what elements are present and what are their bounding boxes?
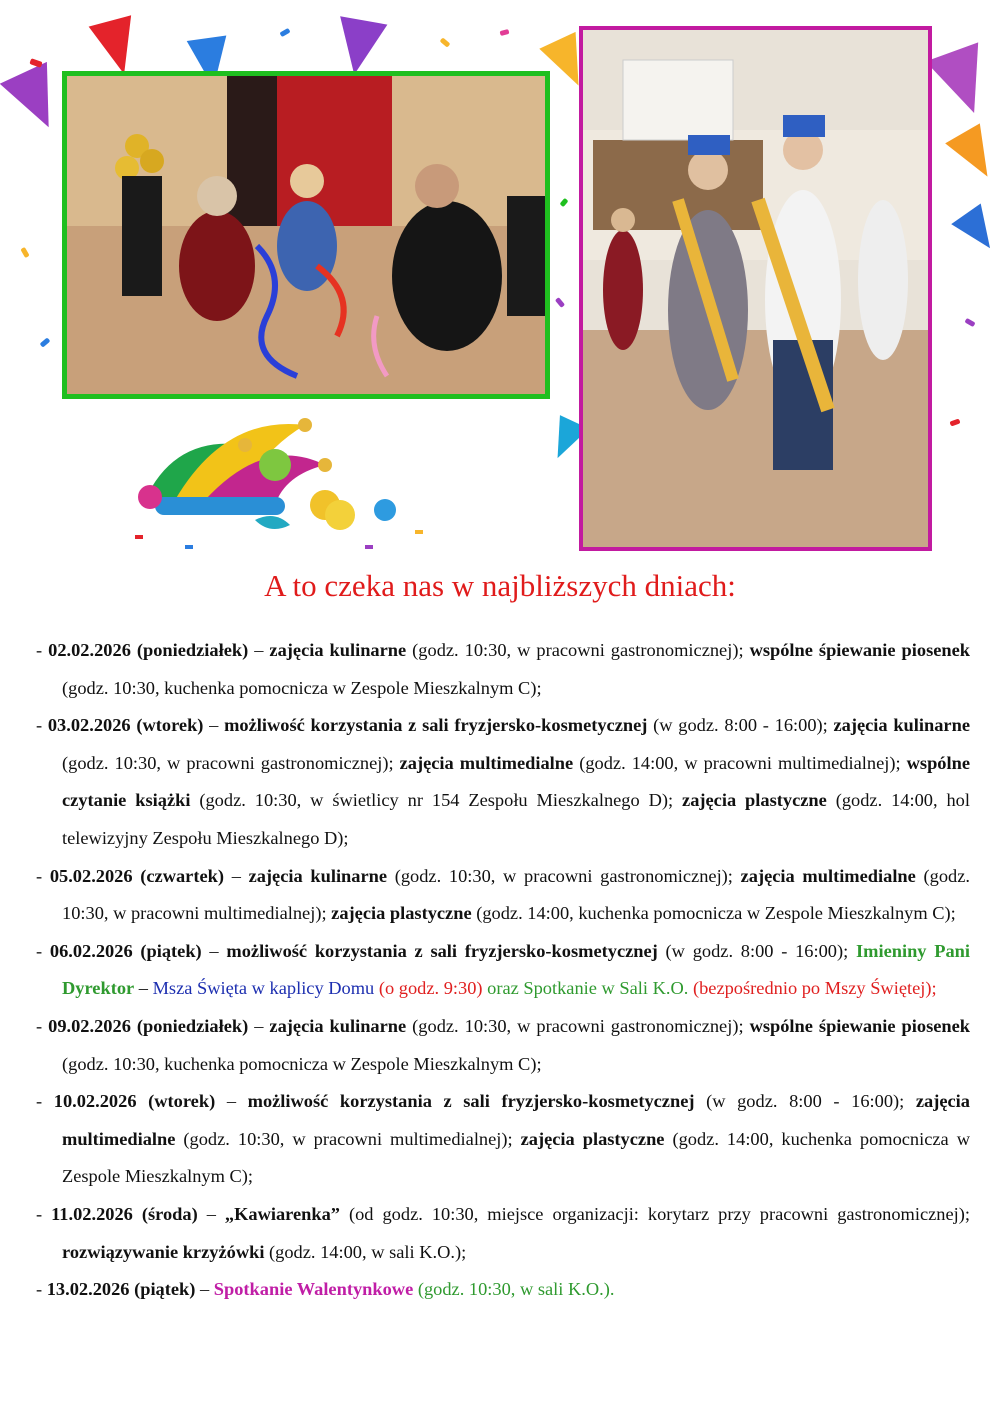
entry-text: możliwość korzystania z sali fryzjersko-kosmetycznej — [224, 715, 648, 736]
entry-date: 03.02.2026 (wtorek) — [47, 715, 204, 736]
photo-dancing-couple — [579, 26, 932, 551]
confetti — [555, 297, 565, 308]
jester-hat-decoration — [115, 405, 485, 565]
entry-text: (godz. 10:30, w pracowni gastronomicznej); — [62, 752, 400, 773]
confetti — [560, 198, 569, 207]
entry-text: zajęcia multimedialne — [740, 865, 916, 886]
flag-purple-2 — [331, 16, 388, 78]
schedule-entry — [36, 632, 970, 707]
entry-text: zajęcia multimedialne — [62, 1091, 970, 1149]
entry-text: (godz. 10:30, w sali K.O.). — [413, 1279, 615, 1300]
schedule-entry — [36, 933, 970, 1008]
entry-text: – — [134, 978, 153, 999]
entry-text: wspólne śpiewanie piosenek — [749, 1015, 971, 1036]
entry-text: (godz. 10:30, kuchenka pomocnicza w Zespole Mieszkalnym C); — [62, 1053, 542, 1074]
entry-text: – — [224, 865, 249, 886]
entry-date: 06.02.2026 (piątek) — [49, 940, 202, 961]
schedule-entry — [36, 1196, 970, 1271]
entry-text: - — [36, 1015, 49, 1036]
entry-date: 13.02.2026 (piątek) — [46, 1279, 196, 1300]
entry-text: oraz Spotkanie w Sali K.O. — [482, 978, 693, 999]
flag-orange — [945, 123, 1000, 186]
entry-text: (godz. 14:00, kuchenka pomocnicza w Zespole Mieszkalnym C); — [62, 1128, 970, 1187]
entry-text: – — [248, 1015, 270, 1036]
entry-text: – — [248, 640, 270, 660]
entry-text: zajęcia kulinarne — [269, 640, 407, 660]
entry-text: – — [197, 1203, 225, 1224]
schedule-entry — [36, 1271, 970, 1309]
entry-text: (godz. 14:00, w sali K.O.); — [264, 1241, 467, 1262]
entry-text: (o godz. 9:30) — [374, 978, 483, 999]
entry-text: rozwiązywanie krzyżówki — [62, 1241, 265, 1262]
entry-text: zajęcia kulinarne — [248, 865, 388, 886]
schedule-entry — [36, 1083, 970, 1196]
entry-text: Imieniny Pani Dyrektor — [62, 940, 971, 999]
entry-text: zajęcia kulinarne — [269, 1015, 407, 1036]
confetti — [40, 337, 51, 347]
entry-text: (bezpośrednio po Mszy Świętej); — [692, 978, 937, 999]
entry-date: 10.02.2026 (wtorek) — [53, 1091, 216, 1112]
entry-text: (godz. 14:00, hol telewizyjny Zespołu Mieszkalnego D); — [62, 790, 970, 848]
entry-text: - — [36, 715, 48, 736]
schedule-list — [36, 632, 970, 1309]
entry-text: – — [195, 1279, 214, 1300]
entry-text: zajęcia plastyczne — [520, 1128, 665, 1149]
entry-text: (godz. 10:30, w pracowni multimedialnej); — [62, 865, 970, 924]
entry-text: (godz. 10:30, w pracowni multimedialnej); — [175, 1128, 521, 1149]
entry-text: zajęcia plastyczne — [331, 903, 472, 924]
entry-text: zajęcia multimedialne — [399, 752, 574, 773]
entry-date: 11.02.2026 (środa) — [51, 1203, 198, 1224]
entry-text: (godz. 10:30, w pracowni gastronomicznej); — [406, 1015, 750, 1036]
flag-blue-2 — [951, 203, 1000, 258]
entry-text: – — [215, 1091, 248, 1112]
entry-text: możliwość korzystania z sali fryzjersko-kosmetycznej — [247, 1091, 695, 1112]
entry-text: - — [36, 1091, 54, 1112]
entry-text: - — [36, 865, 50, 886]
confetti — [440, 37, 451, 47]
entry-text: - — [36, 640, 49, 660]
entry-text: (od godz. 10:30, miejsce organizacji: korytarz przy pracowni gastronomicznej); — [340, 1203, 970, 1224]
entry-text: (w godz. 8:00 - 16:00); — [694, 1091, 916, 1112]
entry-text: - — [36, 940, 50, 961]
confetti — [29, 58, 42, 68]
page-title: A to czeka nas w najbliższych dniach: — [264, 568, 736, 603]
entry-date: 02.02.2026 (poniedziałek) — [48, 640, 249, 660]
confetti — [20, 247, 29, 258]
entry-text: zajęcia kulinarne — [833, 715, 970, 736]
schedule-entry — [36, 858, 970, 933]
entry-text: - — [36, 1279, 47, 1300]
entry-text: - — [36, 1203, 52, 1224]
entry-text: (godz. 10:30, w pracowni gastronomicznej); — [406, 640, 750, 660]
photo-party-streamers — [62, 71, 550, 399]
entry-text: – — [203, 715, 225, 736]
confetti — [949, 418, 960, 426]
entry-text: (godz. 10:30, kuchenka pomocnicza w Zespole Mieszkalnym C); — [62, 677, 542, 698]
entry-text: „Kawiarenka” — [224, 1203, 340, 1224]
confetti — [500, 29, 510, 36]
entry-text: (godz. 14:00, kuchenka pomocnicza w Zespole Mieszkalnym C); — [471, 903, 956, 924]
confetti — [964, 318, 975, 327]
entry-text: Msza Święta w kaplicy Domu — [152, 978, 375, 999]
entry-text: (godz. 10:30, w świetlicy nr 154 Zespołu Mieszkalnego D); — [190, 790, 683, 811]
entry-text: (godz. 10:30, w pracowni gastronomicznej); — [387, 865, 741, 886]
entry-text: – — [201, 940, 227, 961]
schedule-entry — [36, 1008, 970, 1083]
entry-text: wspólne śpiewanie piosenek — [749, 640, 971, 660]
schedule-entry — [36, 707, 970, 857]
flag-purple-3 — [926, 42, 1000, 122]
entry-text: (w godz. 8:00 - 16:00); — [657, 940, 856, 961]
entry-text: możliwość korzystania z sali fryzjersko-kosmetycznej — [226, 940, 658, 961]
confetti — [279, 28, 290, 37]
entry-text: Spotkanie Walentynkowe — [213, 1279, 414, 1300]
entry-text: zajęcia plastyczne — [682, 790, 827, 811]
entry-text: (godz. 14:00, w pracowni multimedialnej); — [573, 752, 907, 773]
entry-text: wspólne czytanie książki — [62, 752, 971, 811]
entry-date: 05.02.2026 (czwartek) — [49, 865, 224, 886]
entry-text: (w godz. 8:00 - 16:00); — [647, 715, 834, 736]
entry-date: 09.02.2026 (poniedziałek) — [48, 1015, 249, 1036]
